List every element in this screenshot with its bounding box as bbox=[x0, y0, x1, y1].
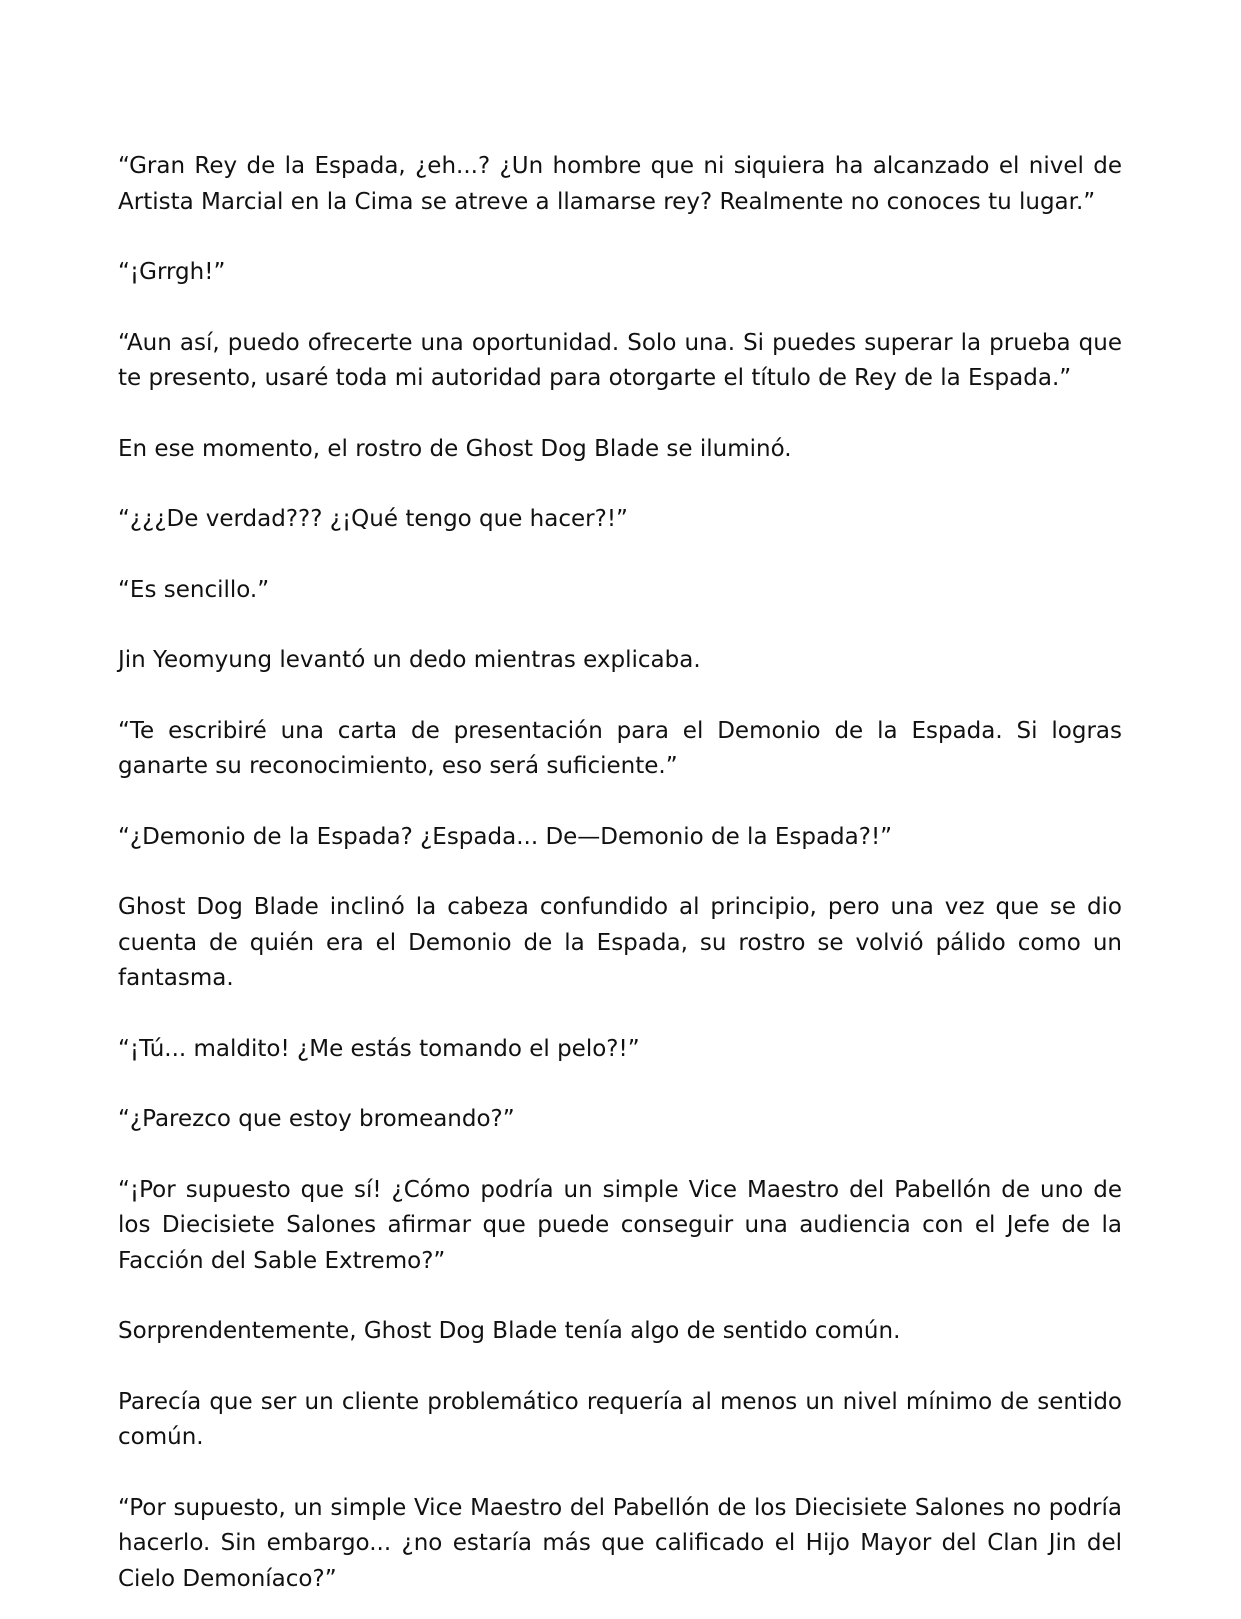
paragraph: Parecía que ser un cliente problemático requería al menos un nivel mínimo de sentido común. bbox=[118, 1388, 1122, 1450]
paragraph: “¡Tú... maldito! ¿Me estás tomando el pelo?!” bbox=[118, 1035, 640, 1062]
paragraph: “¿¿¿De verdad??? ¿¡Qué tengo que hacer?!” bbox=[118, 506, 628, 532]
paragraph: “Es sencillo.” bbox=[118, 576, 270, 603]
paragraph: Sorprendentemente, Ghost Dog Blade tenía algo de sentido común. bbox=[118, 1318, 901, 1344]
paragraph: “¿Demonio de la Espada? ¿Espada... De—Demonio de la Espada?!” bbox=[118, 823, 893, 850]
paragraph: En ese momento, el rostro de Ghost Dog Blade se iluminó. bbox=[118, 435, 792, 462]
paragraph: “¡Grrgh!” bbox=[118, 259, 226, 285]
paragraph: “¡Por supuesto que sí! ¿Cómo podría un simple Vice Maestro del Pabellón de uno de los Diecisiete Salones afirmar que puede conseguir una audiencia con el Jefe de la Facción del Sable Extremo?” bbox=[118, 1176, 1122, 1274]
document-body bbox=[118, 149, 1122, 1597]
paragraph: Jin Yeomyung levantó un dedo mientras explicaba. bbox=[118, 647, 701, 673]
paragraph: “Por supuesto, un simple Vice Maestro del Pabellón de los Diecisiete Salones no podría hacerlo. Sin embargo... ¿no estaría más que calificado el Hijo Mayor del Clan Jin del Cielo Demoníaco?” bbox=[118, 1494, 1122, 1592]
paragraph: “Gran Rey de la Espada, ¿eh...? ¿Un hombre que ni siquiera ha alcanzado el nivel de Artista Marcial en la Cima se atreve a llamarse rey? Realmente no conoces tu lugar.” bbox=[118, 153, 1122, 215]
paragraph: Ghost Dog Blade inclinó la cabeza confundido al principio, pero una vez que se dio cuenta de quién era el Demonio de la Espada, su rostro se volvió pálido como un fantasma. bbox=[118, 894, 1122, 991]
paragraph: “Aun así, puedo ofrecerte una oportunidad. Solo una. Si puedes superar la prueba que te presento, usaré toda mi autoridad para otorgarte el título de Rey de la Espada.” bbox=[118, 329, 1122, 391]
paragraph: “¿Parezco que estoy bromeando?” bbox=[118, 1106, 515, 1132]
paragraph: “Te escribiré una carta de presentación para el Demonio de la Espada. Si logras ganarte su reconocimiento, eso será suficiente.” bbox=[118, 717, 1122, 779]
